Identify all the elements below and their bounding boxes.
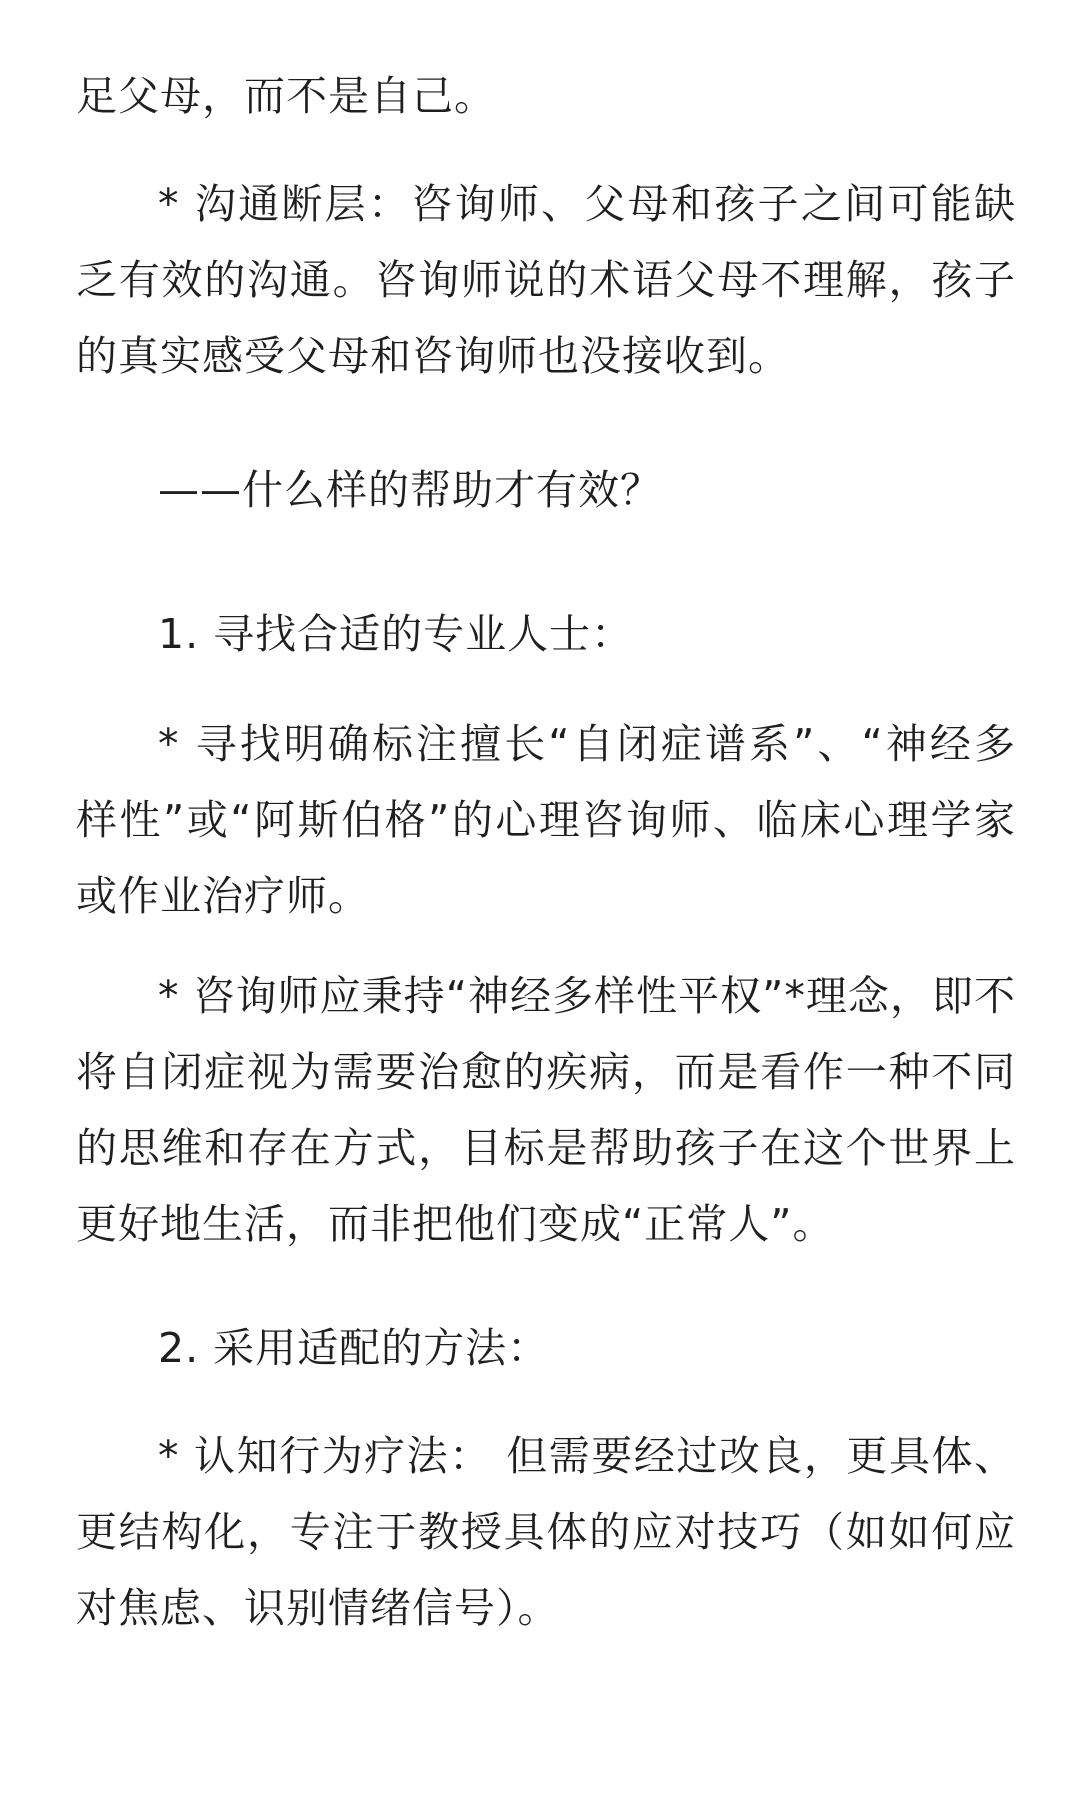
list-item-heading-2: 2. 采用适配的方法： [158, 1324, 550, 1372]
paragraph-cbt: * 认知行为疗法： 但需要经过改良，更具体、更结构化，专注于教授具体的应对技巧（如如何应对焦虑、识别情绪信号）。 [76, 1432, 1016, 1632]
list-item-heading-1: 1. 寻找合适的专业人士： [158, 610, 634, 658]
paragraph-continuation: 足父母，而不是自己。 [76, 72, 496, 120]
section-heading-effective-help: ——什么样的帮助才有效？ [158, 466, 662, 514]
paragraph-communication-gap: * 沟通断层：咨询师、父母和孩子之间可能缺乏有效的沟通。咨询师说的术语父母不理解，孩子的真实感受父母和咨询师也没接收到。 [76, 180, 1016, 380]
paragraph-find-professional: * 寻找明确标注擅长“自闭症谱系”、“神经多样性”或“阿斯伯格”的心理咨询师、临床心理学家或作业治疗师。 [76, 720, 1016, 920]
paragraph-neurodiversity-concept: * 咨询师应秉持“神经多样性平权”*理念，即不将自闭症视为需要治愈的疾病，而是看作一种不同的思维和存在方式，目标是帮助孩子在这个世界上更好地生活，而非把他们变成“正常人”。 [76, 972, 1016, 1248]
